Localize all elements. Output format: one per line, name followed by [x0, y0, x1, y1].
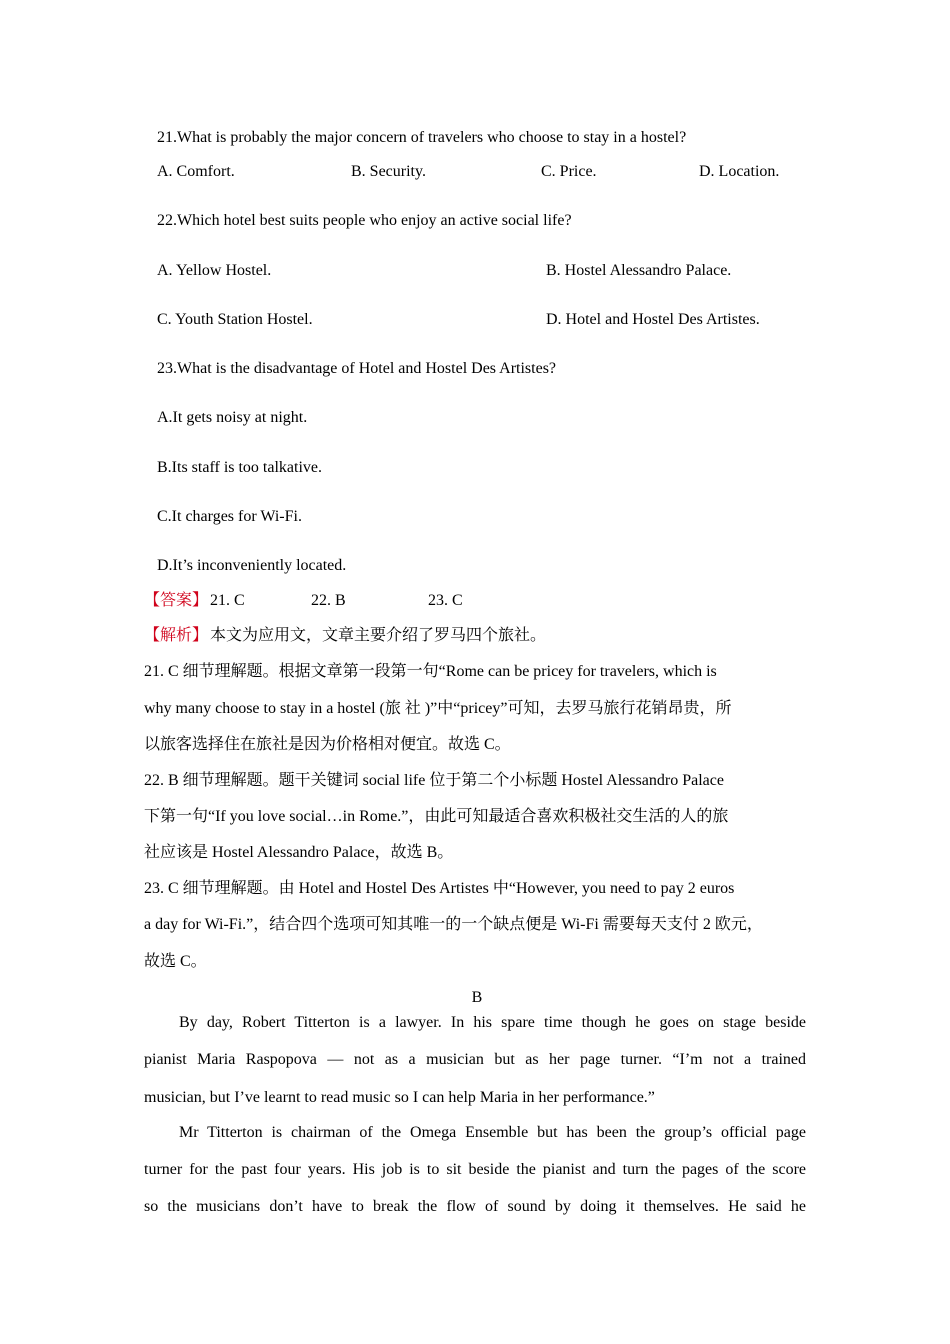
q21-option-d: D. Location.	[699, 163, 780, 180]
q23-option-a: A.It gets noisy at night.	[157, 409, 308, 426]
explanation-22-line2: 下第一句“If you love social…in Rome.”，由此可知最适合喜欢积极社交生活的人的旅	[144, 808, 729, 825]
q22-option-b: B. Hostel Alessandro Palace.	[546, 262, 732, 279]
passage-p2-line3: so the musicians don’t have to break the flow of sound by doing it themselves. He said he	[144, 1198, 806, 1215]
explanation-23-line3: 故选 C。	[144, 953, 207, 970]
passage-heading: B	[471, 989, 483, 1006]
answer-23: 23. C	[428, 592, 463, 609]
passage-p2-line1: Mr Titterton is chairman of the Omega Ensemble but has been the group’s official page	[179, 1124, 806, 1141]
passage-p1-line2: pianist Maria Raspopova — not as a musician but as her page turner. “I’m not a trained	[144, 1051, 806, 1068]
explanation-23-line2: a day for Wi-Fi.”，结合四个选项可知其唯一的一个缺点便是 Wi-Fi 需要每天支付 2 欧元，	[144, 916, 763, 933]
explanation-22-line3: 社应该是 Hostel Alessandro Palace，故选 B。	[144, 844, 454, 861]
explanation-21-line1: 21. C 细节理解题。根据文章第一段第一句“Rome can be pricey for travelers, which is	[144, 663, 717, 680]
answer-tag: 【答案】	[144, 592, 209, 609]
q22-option-c: C. Youth Station Hostel.	[157, 311, 313, 328]
q23-option-c: C.It charges for Wi-Fi.	[157, 508, 302, 525]
analysis-intro: 本文为应用文，文章主要介绍了罗马四个旅社。	[210, 627, 547, 644]
passage-p1-line1: By day, Robert Titterton is a lawyer. In his spare time though he goes on stage beside	[179, 1014, 806, 1031]
q21-stem: 21.What is probably the major concern of travelers who choose to stay in a hostel?	[157, 129, 687, 146]
answer-21: 21. C	[210, 592, 245, 609]
q21-option-b: B. Security.	[351, 163, 426, 180]
q22-stem: 22.Which hotel best suits people who enjoy an active social life?	[157, 212, 572, 229]
explanation-21-line2: why many choose to stay in a hostel (旅 社 )”中“pricey”可知，去罗马旅行花销昂贵，所	[144, 700, 732, 717]
explanation-22-line1: 22. B 细节理解题。题干关键词 social life 位于第二个小标题 Hostel Alessandro Palace	[144, 772, 724, 789]
q23-stem: 23.What is the disadvantage of Hotel and Hostel Des Artistes?	[157, 360, 557, 377]
q23-option-d: D.It’s inconveniently located.	[157, 557, 347, 574]
q21-option-a: A. Comfort.	[157, 163, 235, 180]
answer-22: 22. B	[311, 592, 346, 609]
passage-p2-line2: turner for the past four years. His job is to sit beside the pianist and turn the pages of the score	[144, 1161, 806, 1178]
explanation-21-line3: 以旅客选择住在旅社是因为价格相对便宜。故选 C。	[144, 736, 511, 753]
passage-p1-line3: musician, but I’ve learnt to read music so I can help Maria in her performance.”	[144, 1089, 655, 1106]
explanation-23-line1: 23. C 细节理解题。由 Hotel and Hostel Des Artistes 中“However, you need to pay 2 euros	[144, 880, 735, 897]
q22-option-a: A. Yellow Hostel.	[157, 262, 272, 279]
q21-option-c: C. Price.	[541, 163, 597, 180]
analysis-tag: 【解析】	[144, 627, 209, 644]
q23-option-b: B.Its staff is too talkative.	[157, 459, 323, 476]
q22-option-d: D. Hotel and Hostel Des Artistes.	[546, 311, 760, 328]
